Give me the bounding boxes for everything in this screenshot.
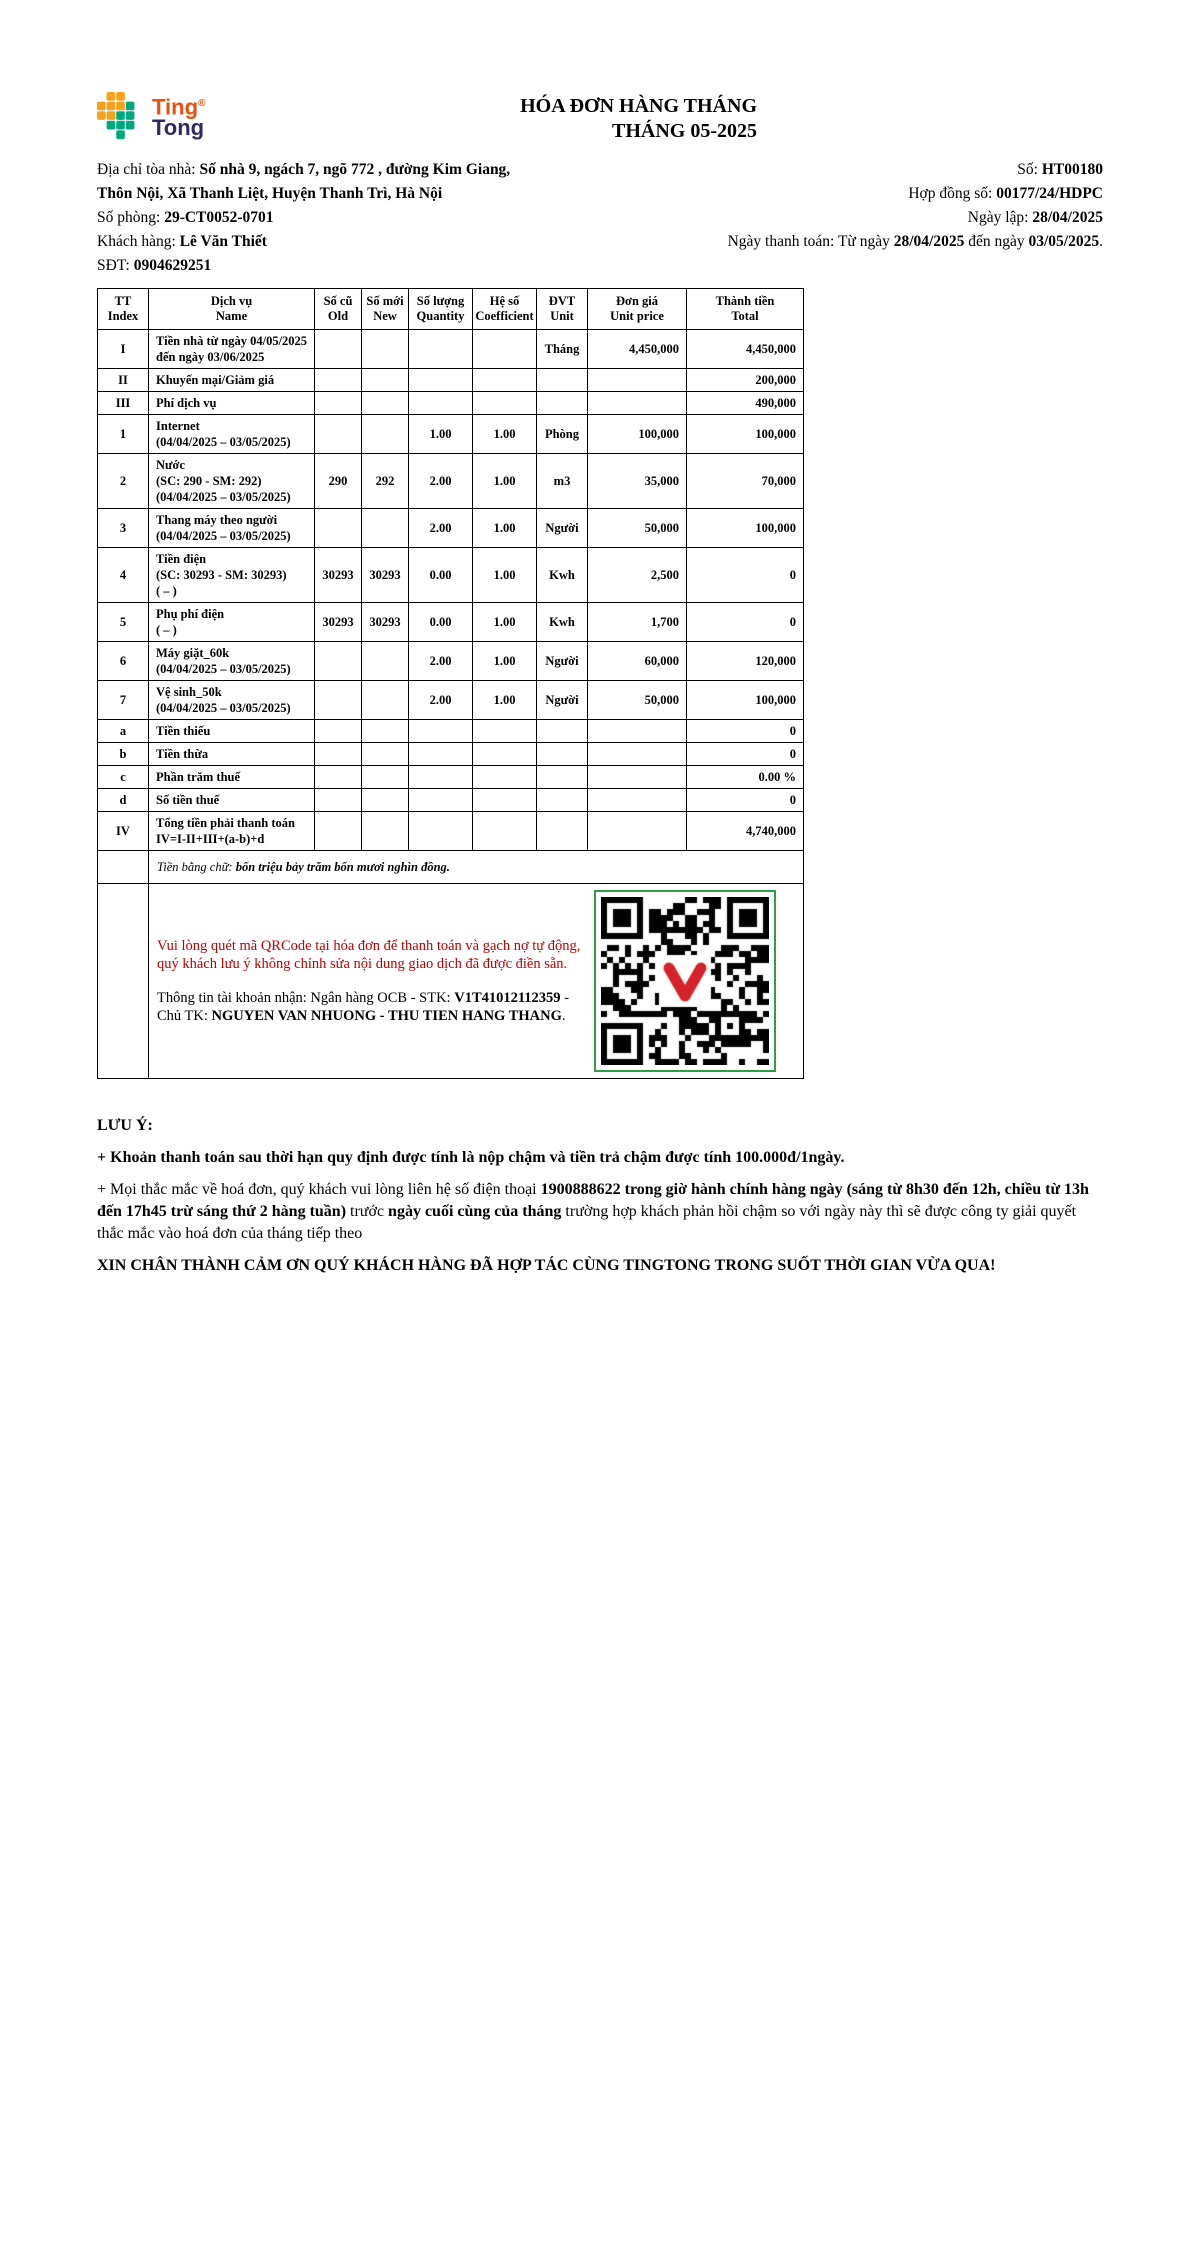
text-segment: - Chủ TK: bbox=[157, 989, 570, 1024]
cell-new bbox=[362, 509, 409, 548]
cell-qty bbox=[409, 720, 473, 743]
column-header-vn: Số mới bbox=[366, 294, 404, 308]
column-header bbox=[362, 289, 409, 330]
cell-service-name bbox=[149, 369, 315, 392]
amount-in-words-row bbox=[98, 851, 804, 884]
text-segment: 28/04/2025 bbox=[1032, 209, 1103, 226]
invoice-table bbox=[97, 288, 804, 1079]
cell-new: 30293 bbox=[362, 603, 409, 642]
invoice-footer bbox=[97, 1115, 1103, 1277]
cell-index: d bbox=[98, 789, 149, 812]
table-row bbox=[98, 743, 804, 766]
text-segment: đến ngày bbox=[964, 233, 1029, 250]
table-row bbox=[98, 603, 804, 642]
cell-old bbox=[315, 743, 362, 766]
column-header-en: Unit bbox=[550, 309, 574, 323]
cell-service-name bbox=[149, 603, 315, 642]
cell-index bbox=[98, 851, 149, 884]
cell-unit bbox=[537, 720, 588, 743]
cell-unit: Tháng bbox=[537, 330, 588, 369]
cell-old: 30293 bbox=[315, 603, 362, 642]
cell-new: 292 bbox=[362, 454, 409, 509]
service-name-line: Khuyến mại/Giảm giá bbox=[156, 373, 275, 387]
table-row bbox=[98, 548, 804, 603]
info-line bbox=[660, 206, 1103, 230]
cell-qty: 1.00 bbox=[409, 415, 473, 454]
text-segment: 03/05/2025 bbox=[1028, 233, 1100, 250]
cell-amount-in-words bbox=[149, 851, 804, 884]
cell-old bbox=[315, 415, 362, 454]
cell-new bbox=[362, 392, 409, 415]
cell-new bbox=[362, 812, 409, 851]
column-header-en: Total bbox=[731, 309, 759, 323]
cell-service-name bbox=[149, 812, 315, 851]
cell-unit: m3 bbox=[537, 454, 588, 509]
text-segment: Ngày lập: bbox=[967, 209, 1033, 226]
info-line bbox=[97, 254, 660, 278]
service-name-line: Số tiền thuế bbox=[156, 793, 220, 807]
info-line bbox=[97, 230, 660, 254]
text-segment: trước bbox=[346, 1203, 389, 1220]
text-segment: NGUYEN VAN NHUONG - THU TIEN HANG THANG bbox=[211, 1008, 562, 1024]
column-header-vn: TT bbox=[114, 294, 132, 308]
text-segment: 1900888622 trong giờ hành chính hàng ngày (sáng từ 8h30 đến 12h, chiều từ 13h đến 17h45 trừ sáng thứ 2 hàng tuần) bbox=[97, 1181, 1089, 1220]
text-segment: trường hợp khách phản hồi chậm so với ngày này thì sẽ được công ty giải quyết thắc mắc vào hoá đơn của tháng tiếp theo bbox=[97, 1203, 1077, 1242]
column-header bbox=[588, 289, 687, 330]
text-segment: SĐT: bbox=[97, 257, 134, 274]
cell-unit bbox=[537, 392, 588, 415]
text-segment: Số: bbox=[1017, 161, 1042, 178]
column-header-vn: Dịch vụ bbox=[210, 294, 253, 308]
cell-unit: Kwh bbox=[537, 548, 588, 603]
text-segment: Hợp đồng số: bbox=[908, 185, 997, 202]
cell-service-name bbox=[149, 720, 315, 743]
service-name-line: Vệ sinh_50k bbox=[156, 685, 222, 699]
info-line bbox=[97, 182, 660, 206]
logo-tong: Tong bbox=[152, 114, 205, 140]
service-name-line: (SC: 290 - SM: 292) bbox=[156, 474, 262, 488]
cell-new bbox=[362, 766, 409, 789]
table-row bbox=[98, 369, 804, 392]
cell-index: 2 bbox=[98, 454, 149, 509]
service-name-line: (04/04/2025 – 03/05/2025) bbox=[156, 529, 291, 543]
cell-old bbox=[315, 812, 362, 851]
column-header-en: Old bbox=[327, 309, 349, 323]
text-segment: 00177/24/HDPC bbox=[996, 185, 1103, 202]
column-header bbox=[98, 289, 149, 330]
invoice-header bbox=[97, 92, 1103, 144]
invoice-info bbox=[97, 158, 1103, 278]
cell-total: 100,000 bbox=[687, 681, 804, 720]
cell-price: 50,000 bbox=[588, 681, 687, 720]
cell-coef bbox=[473, 766, 537, 789]
cell-total: 100,000 bbox=[687, 509, 804, 548]
column-header bbox=[315, 289, 362, 330]
text-segment: Ngày thanh toán: Từ ngày bbox=[727, 233, 894, 250]
cell-service-name bbox=[149, 681, 315, 720]
cell-total: 70,000 bbox=[687, 454, 804, 509]
cell-old bbox=[315, 720, 362, 743]
service-name-line: Phụ phí điện bbox=[156, 607, 225, 621]
cell-qty: 0.00 bbox=[409, 603, 473, 642]
cell-service-name bbox=[149, 548, 315, 603]
cell-old bbox=[315, 509, 362, 548]
service-name-line: Máy giặt_60k bbox=[156, 646, 230, 660]
table-header-row bbox=[98, 289, 804, 330]
notes-heading: LƯU Ý: bbox=[97, 1117, 153, 1134]
cell-qty: 2.00 bbox=[409, 642, 473, 681]
service-name-line: Internet bbox=[156, 419, 200, 433]
cell-total: 4,740,000 bbox=[687, 812, 804, 851]
cell-old bbox=[315, 681, 362, 720]
cell-service-name bbox=[149, 743, 315, 766]
cell-service-name bbox=[149, 789, 315, 812]
cell-service-name bbox=[149, 642, 315, 681]
table-row bbox=[98, 330, 804, 369]
cell-index: c bbox=[98, 766, 149, 789]
cell-new: 30293 bbox=[362, 548, 409, 603]
text-segment: ngày cuối cùng của tháng bbox=[388, 1203, 562, 1220]
cell-service-name bbox=[149, 330, 315, 369]
table-row bbox=[98, 392, 804, 415]
column-header-en: New bbox=[373, 309, 397, 323]
column-header-vn: Hệ số bbox=[489, 294, 520, 308]
cell-unit bbox=[537, 743, 588, 766]
cell-total: 490,000 bbox=[687, 392, 804, 415]
cell-coef: 1.00 bbox=[473, 642, 537, 681]
service-name-line: Tiền thừa bbox=[156, 747, 209, 761]
cell-coef bbox=[473, 743, 537, 766]
table-row bbox=[98, 681, 804, 720]
cell-price: 100,000 bbox=[588, 415, 687, 454]
cell-old bbox=[315, 789, 362, 812]
cell-qty bbox=[409, 812, 473, 851]
cell-qty bbox=[409, 369, 473, 392]
cell-unit: Người bbox=[537, 681, 588, 720]
cell-old: 30293 bbox=[315, 548, 362, 603]
text-segment: Thôn Nội, Xã Thanh Liệt, Huyện Thanh Trì, Hà Nội bbox=[97, 185, 443, 202]
service-name-line: Thang máy theo người bbox=[156, 513, 278, 527]
service-name-line: đến ngày 03/06/2025 bbox=[156, 350, 265, 364]
cell-total: 0 bbox=[687, 743, 804, 766]
cell-qty bbox=[409, 789, 473, 812]
cell-unit: Kwh bbox=[537, 603, 588, 642]
cell-qty bbox=[409, 766, 473, 789]
cell-index: b bbox=[98, 743, 149, 766]
info-left-column bbox=[97, 158, 660, 278]
column-header-en: Coefficient bbox=[475, 309, 534, 323]
column-header-vn: Thành tiền bbox=[715, 294, 775, 308]
cell-price: 1,700 bbox=[588, 603, 687, 642]
info-line bbox=[97, 158, 660, 182]
cell-new bbox=[362, 415, 409, 454]
cell-unit bbox=[537, 369, 588, 392]
amount-words-label: Tiền bằng chữ: bbox=[157, 860, 236, 874]
service-name-line: Tiền thiếu bbox=[156, 724, 211, 738]
column-header-en: Quantity bbox=[416, 309, 465, 323]
cell-total: 0 bbox=[687, 548, 804, 603]
cell-index: 7 bbox=[98, 681, 149, 720]
cell-qty bbox=[409, 392, 473, 415]
service-name-line: (SC: 30293 - SM: 30293) bbox=[156, 568, 287, 582]
cell-price: 35,000 bbox=[588, 454, 687, 509]
info-line bbox=[660, 158, 1103, 182]
cell-qty: 2.00 bbox=[409, 681, 473, 720]
cell-coef: 1.00 bbox=[473, 548, 537, 603]
thank-you-note: XIN CHÂN THÀNH CẢM ƠN QUÝ KHÁCH HÀNG ĐÃ HỢP TÁC CÙNG TINGTONG TRONG SUỐT THỜI GIAN VỪA QUA! bbox=[97, 1257, 996, 1274]
amount-words-value: bốn triệu bảy trăm bốn mươi nghìn đồng. bbox=[235, 860, 450, 874]
service-name-line: Tiền điện bbox=[156, 552, 207, 566]
text-segment: 0904629251 bbox=[133, 257, 212, 274]
cell-total: 0 bbox=[687, 789, 804, 812]
column-header bbox=[409, 289, 473, 330]
service-name-line: Tổng tiền phải thanh toán bbox=[156, 816, 295, 830]
cell-new bbox=[362, 789, 409, 812]
text-segment: 29-CT0052-0701 bbox=[164, 209, 274, 226]
text-segment: Số phòng: bbox=[97, 209, 165, 226]
qr-row bbox=[98, 884, 804, 1079]
column-header-vn: Số lượng bbox=[416, 294, 465, 308]
cell-coef bbox=[473, 789, 537, 812]
text-segment: Lê Văn Thiết bbox=[179, 233, 267, 250]
service-name-line: ( – ) bbox=[156, 584, 177, 598]
service-name-line: (04/04/2025 – 03/05/2025) bbox=[156, 701, 291, 715]
cell-new bbox=[362, 681, 409, 720]
text-segment: 28/04/2025 bbox=[893, 233, 965, 250]
cell-service-name bbox=[149, 454, 315, 509]
payment-instructions bbox=[157, 937, 594, 1026]
invoice-title: HÓA ĐƠN HÀNG THÁNG THÁNG 05-2025 bbox=[520, 95, 757, 142]
contact-note bbox=[97, 1179, 1103, 1245]
cell-coef bbox=[473, 392, 537, 415]
cell-old bbox=[315, 766, 362, 789]
invoice-table-head bbox=[98, 289, 804, 330]
registered-trademark-icon: ® bbox=[198, 98, 206, 110]
table-row bbox=[98, 415, 804, 454]
cell-index: III bbox=[98, 392, 149, 415]
text-segment: . bbox=[561, 1008, 566, 1024]
cell-old bbox=[315, 642, 362, 681]
text-segment: Khách hàng: bbox=[97, 233, 180, 250]
cell-total: 0 bbox=[687, 720, 804, 743]
table-row bbox=[98, 812, 804, 851]
cell-new bbox=[362, 642, 409, 681]
text-segment: Số nhà 9, ngách 7, ngõ 772 , đường Kim Giang, bbox=[199, 161, 511, 178]
service-name-line: (04/04/2025 – 03/05/2025) bbox=[156, 662, 291, 676]
cell-qr-section bbox=[149, 884, 804, 1079]
cell-index: IV bbox=[98, 812, 149, 851]
service-name-line: Phí dịch vụ bbox=[156, 396, 217, 410]
cell-index: 3 bbox=[98, 509, 149, 548]
service-name-line: (04/04/2025 – 03/05/2025) bbox=[156, 490, 291, 504]
table-row bbox=[98, 720, 804, 743]
cell-coef: 1.00 bbox=[473, 509, 537, 548]
cell-unit: Người bbox=[537, 642, 588, 681]
account-info bbox=[157, 989, 594, 1026]
service-name-line: ( – ) bbox=[156, 623, 177, 637]
cell-service-name bbox=[149, 766, 315, 789]
cell-index: a bbox=[98, 720, 149, 743]
cell-index: 4 bbox=[98, 548, 149, 603]
column-header-vn: Đơn giá bbox=[616, 294, 658, 308]
cell-index: I bbox=[98, 330, 149, 369]
cell-qty bbox=[409, 743, 473, 766]
text-segment: . bbox=[1099, 233, 1103, 250]
logo-text bbox=[152, 94, 206, 140]
cell-old: 290 bbox=[315, 454, 362, 509]
service-name-line: Phần trăm thuế bbox=[156, 770, 241, 784]
column-header-en: Name bbox=[215, 309, 248, 323]
cell-service-name bbox=[149, 392, 315, 415]
cell-new bbox=[362, 369, 409, 392]
cell-total: 4,450,000 bbox=[687, 330, 804, 369]
info-right-column bbox=[660, 158, 1103, 278]
cell-price: 4,450,000 bbox=[588, 330, 687, 369]
column-header bbox=[473, 289, 537, 330]
cell-price: 2,500 bbox=[588, 548, 687, 603]
cell-coef bbox=[473, 812, 537, 851]
cell-price bbox=[588, 766, 687, 789]
cell-unit bbox=[537, 812, 588, 851]
cell-price: 60,000 bbox=[588, 642, 687, 681]
text-segment: HT00180 bbox=[1041, 161, 1103, 178]
cell-coef: 1.00 bbox=[473, 415, 537, 454]
text-segment: Địa chỉ tòa nhà: bbox=[97, 161, 200, 178]
cell-coef: 1.00 bbox=[473, 681, 537, 720]
cell-unit: Phòng bbox=[537, 415, 588, 454]
service-name-line: (04/04/2025 – 03/05/2025) bbox=[156, 435, 291, 449]
cell-price bbox=[588, 369, 687, 392]
service-name-line: Nước bbox=[156, 458, 185, 472]
table-row bbox=[98, 642, 804, 681]
cell-index: 6 bbox=[98, 642, 149, 681]
cell-price bbox=[588, 720, 687, 743]
cell-index: 5 bbox=[98, 603, 149, 642]
logo bbox=[97, 92, 205, 140]
logo-ting-word: Ting bbox=[152, 94, 199, 120]
table-row bbox=[98, 789, 804, 812]
column-header-en: Index bbox=[107, 309, 139, 323]
cell-unit bbox=[537, 766, 588, 789]
service-name-line: IV=I-II+III+(a-b)+d bbox=[156, 832, 265, 846]
text-segment: Thông tin tài khoản nhận: Ngân hàng OCB - STK: bbox=[157, 989, 455, 1006]
late-payment-note: + Khoản thanh toán sau thời hạn quy định được tính là nộp chậm và tiền trả chậm được tính 100.000đ/1ngày. bbox=[97, 1149, 845, 1166]
table-row bbox=[98, 509, 804, 548]
cell-coef bbox=[473, 369, 537, 392]
service-name-line: Tiền nhà từ ngày 04/05/2025 bbox=[156, 334, 308, 348]
cell-index bbox=[98, 884, 149, 1079]
cell-total: 200,000 bbox=[687, 369, 804, 392]
cell-total: 120,000 bbox=[687, 642, 804, 681]
cell-qty bbox=[409, 330, 473, 369]
text-segment: + Mọi thắc mắc về hoá đơn, quý khách vui lòng liên hệ số điện thoại bbox=[97, 1181, 541, 1198]
cell-qty: 0.00 bbox=[409, 548, 473, 603]
cell-price bbox=[588, 743, 687, 766]
qr-code bbox=[594, 890, 776, 1072]
info-line bbox=[97, 206, 660, 230]
cell-unit bbox=[537, 789, 588, 812]
qr-instruction-note: Vui lòng quét mã QRCode tại hóa đơn để thanh toán và gạch nợ tự động, quý khách lưu ý không chỉnh sửa nội dung giao dịch đã được điền sẵn. bbox=[157, 937, 581, 972]
cell-new bbox=[362, 720, 409, 743]
cell-price: 50,000 bbox=[588, 509, 687, 548]
cell-service-name bbox=[149, 415, 315, 454]
cell-index: II bbox=[98, 369, 149, 392]
invoice-table-body bbox=[98, 330, 804, 1079]
column-header-vn: ĐVT bbox=[548, 294, 576, 308]
info-line bbox=[660, 182, 1103, 206]
info-line bbox=[660, 230, 1103, 254]
qr-code-image bbox=[601, 897, 769, 1065]
text-segment: V1T41012112359 bbox=[454, 989, 561, 1006]
column-header-en: Unit price bbox=[610, 309, 664, 323]
cell-service-name bbox=[149, 509, 315, 548]
table-row bbox=[98, 454, 804, 509]
cell-coef: 1.00 bbox=[473, 603, 537, 642]
column-header-vn: Số cũ bbox=[323, 294, 353, 308]
cell-new bbox=[362, 330, 409, 369]
column-header bbox=[537, 289, 588, 330]
table-row bbox=[98, 766, 804, 789]
cell-price bbox=[588, 812, 687, 851]
cell-old bbox=[315, 392, 362, 415]
cell-qty: 2.00 bbox=[409, 509, 473, 548]
cell-old bbox=[315, 369, 362, 392]
column-header bbox=[687, 289, 804, 330]
column-header bbox=[149, 289, 315, 330]
cell-total: 0 bbox=[687, 603, 804, 642]
logo-mark-icon bbox=[97, 92, 145, 140]
cell-qty: 2.00 bbox=[409, 454, 473, 509]
cell-total: 0.00 % bbox=[687, 766, 804, 789]
cell-new bbox=[362, 743, 409, 766]
cell-price bbox=[588, 789, 687, 812]
cell-coef: 1.00 bbox=[473, 454, 537, 509]
cell-coef bbox=[473, 720, 537, 743]
cell-old bbox=[315, 330, 362, 369]
cell-price bbox=[588, 392, 687, 415]
qr-section bbox=[157, 890, 795, 1072]
cell-index: 1 bbox=[98, 415, 149, 454]
cell-coef bbox=[473, 330, 537, 369]
cell-total: 100,000 bbox=[687, 415, 804, 454]
cell-unit: Người bbox=[537, 509, 588, 548]
